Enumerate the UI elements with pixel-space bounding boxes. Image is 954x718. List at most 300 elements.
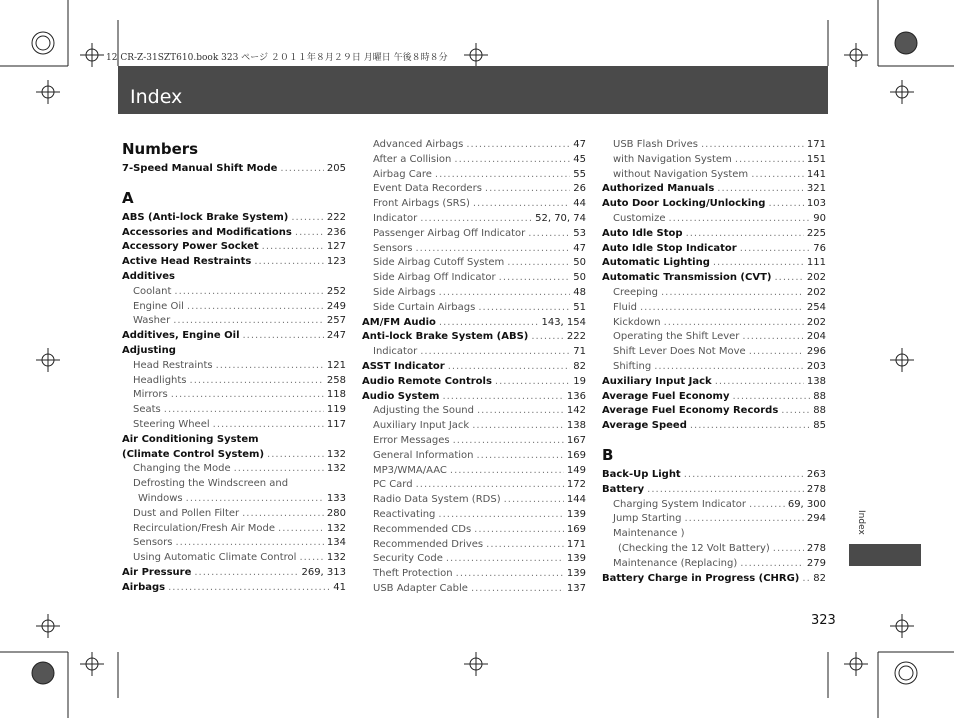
dot-leader (454, 153, 570, 168)
dot-leader (476, 449, 563, 464)
entry-page-ref[interactable]: 82 (573, 360, 586, 372)
index-entry[interactable] (362, 582, 586, 597)
entry-label: General Information (373, 449, 474, 461)
entry-label: After a Collision (373, 153, 452, 165)
entry-page-ref[interactable]: 167 (566, 434, 586, 446)
entry-page-ref[interactable]: 139 (566, 508, 586, 520)
entry-label: Side Curtain Airbags (373, 301, 476, 313)
entry-label: Seats (133, 404, 161, 416)
index-entry[interactable] (602, 390, 826, 405)
index-entry[interactable] (122, 285, 346, 300)
index-entry[interactable] (122, 477, 346, 492)
entry-page-ref[interactable]: 202 (806, 272, 826, 284)
entry-label: USB Adapter Cable (373, 582, 468, 594)
entry-label: Steering Wheel (133, 418, 210, 430)
index-entry[interactable] (362, 345, 586, 360)
index-entry[interactable] (362, 478, 586, 493)
entry-page-ref[interactable]: 47 (573, 139, 586, 150)
entry-page-ref[interactable]: 247 (326, 330, 346, 342)
entry-page-ref[interactable]: 269, 313 (301, 566, 346, 578)
entry-page-ref[interactable]: 278 (806, 542, 826, 554)
entry-label: Front Airbags (SRS) (373, 198, 470, 210)
entry-page-ref[interactable]: 149 (566, 464, 586, 476)
entry-label: Indicator (373, 346, 418, 358)
index-entry[interactable] (602, 419, 826, 434)
dot-leader (507, 256, 570, 271)
dot-leader (733, 390, 811, 405)
entry-page-ref[interactable]: 137 (566, 582, 586, 594)
index-entry[interactable] (122, 314, 346, 329)
dot-leader (173, 314, 324, 329)
page-title: Index (130, 86, 183, 108)
entry-page-ref[interactable]: 50 (573, 272, 586, 284)
entry-label: without Navigation System (613, 168, 749, 180)
entry-page-ref[interactable]: 139 (566, 568, 586, 580)
entry-page-ref[interactable]: 202 (806, 286, 826, 298)
entry-label: Maintenance (Replacing) (613, 557, 738, 569)
entry-page-ref[interactable]: 205 (326, 163, 346, 174)
index-entry[interactable] (122, 566, 346, 581)
dot-leader (684, 468, 804, 483)
entry-page-ref[interactable]: 118 (326, 389, 346, 401)
entry-label: Recommended CDs (373, 523, 472, 535)
entry-label: Passenger Airbag Off Indicator (373, 227, 526, 239)
index-entry[interactable] (362, 375, 586, 390)
dot-leader (474, 523, 564, 538)
entry-page-ref[interactable]: 132 (326, 552, 346, 564)
dot-leader (168, 581, 330, 596)
dot-leader (453, 434, 564, 449)
dot-leader (774, 271, 803, 286)
entry-page-ref[interactable]: 127 (326, 241, 346, 253)
entry-page-ref[interactable]: 117 (326, 418, 346, 430)
entry-label: Auxiliary Input Jack (373, 420, 470, 432)
index-entry[interactable] (362, 567, 586, 582)
index-entry[interactable] (122, 522, 346, 537)
entry-page-ref[interactable]: 88 (813, 390, 826, 402)
dot-leader (439, 316, 539, 331)
entry-page-ref[interactable]: 53 (573, 227, 586, 239)
entry-page-ref[interactable]: 121 (326, 359, 346, 371)
index-entry[interactable] (602, 212, 826, 227)
entry-page-ref[interactable]: 85 (813, 420, 826, 432)
entry-page-ref[interactable]: 90 (813, 212, 826, 224)
dot-leader (194, 566, 298, 581)
entry-page-ref[interactable]: 55 (573, 168, 586, 180)
entry-page-ref[interactable]: 278 (806, 483, 826, 495)
entry-label: Changing the Mode (133, 463, 231, 475)
index-entry[interactable] (362, 168, 586, 183)
index-entry[interactable] (602, 271, 826, 286)
dot-leader (299, 551, 323, 566)
entry-page-ref[interactable]: 136 (566, 390, 586, 402)
index-entry[interactable] (602, 242, 826, 257)
entry-label: Recirculation/Fresh Air Mode (133, 522, 276, 534)
entry-page-ref[interactable]: 279 (806, 557, 826, 569)
entry-page-ref[interactable]: 254 (806, 301, 826, 313)
index-entry[interactable] (362, 552, 586, 567)
dot-leader (749, 345, 804, 360)
dot-leader (280, 162, 324, 177)
entry-page-ref[interactable]: 296 (806, 346, 826, 358)
dot-leader (471, 582, 564, 597)
entry-page-ref[interactable]: 132 (326, 448, 346, 460)
dot-leader (456, 567, 564, 582)
dot-leader (291, 211, 324, 226)
entry-page-ref[interactable]: 171 (566, 538, 586, 550)
section-heading: Numbers (122, 140, 199, 158)
entry-label: Headlights (133, 374, 187, 386)
entry-page-ref[interactable]: 52, 70, 74 (535, 212, 586, 224)
index-entry[interactable] (362, 390, 586, 405)
index-entry[interactable] (362, 153, 586, 168)
dot-leader (216, 359, 324, 374)
entry-label: Shift Lever Does Not Move (613, 346, 746, 358)
index-entry[interactable] (602, 404, 826, 419)
dot-leader (174, 285, 324, 300)
index-entry[interactable] (122, 536, 346, 551)
entry-page-ref[interactable]: 252 (326, 285, 346, 297)
entry-page-ref[interactable]: 47 (573, 242, 586, 254)
entry-page-ref[interactable]: 169 (566, 523, 586, 535)
index-entry[interactable] (362, 419, 586, 434)
index-entry[interactable] (602, 345, 826, 360)
entry-label: Event Data Recorders (373, 183, 482, 195)
dot-leader (267, 448, 324, 463)
entry-label: Error Messages (373, 434, 450, 446)
dot-leader (684, 512, 803, 527)
index-entry[interactable] (362, 138, 586, 153)
entry-label: Air Conditioning System (122, 433, 259, 445)
index-entry[interactable] (362, 316, 586, 331)
section-heading: A (122, 188, 134, 207)
dot-leader (740, 557, 804, 572)
entry-page-ref[interactable]: 133 (326, 492, 346, 504)
index-entry[interactable] (602, 153, 826, 168)
dot-leader (701, 138, 804, 153)
index-entry[interactable] (362, 301, 586, 316)
index-entry[interactable] (602, 138, 826, 153)
index-entry[interactable] (602, 197, 826, 212)
index-entry[interactable] (122, 551, 346, 566)
entry-label: Air Pressure (122, 566, 192, 578)
index-entry[interactable] (602, 227, 826, 242)
entry-label: Automatic Lighting (602, 257, 710, 269)
dot-leader (416, 242, 571, 257)
dot-leader (485, 182, 570, 197)
index-entry[interactable] (362, 493, 586, 508)
entry-label: Defrosting the Windscreen and (133, 478, 289, 490)
entry-page-ref[interactable]: 236 (326, 226, 346, 238)
entry-page-ref[interactable]: 139 (566, 553, 586, 565)
dot-leader (499, 271, 571, 286)
index-entry[interactable] (122, 344, 346, 359)
dot-leader (442, 390, 563, 405)
index-entry[interactable] (122, 433, 346, 448)
entry-label: (Climate Control System) (122, 448, 265, 460)
entry-page-ref[interactable]: 321 (806, 183, 826, 195)
dot-leader (213, 418, 324, 433)
index-entry[interactable] (122, 374, 346, 389)
entry-page-ref[interactable]: 263 (806, 468, 826, 480)
index-entry[interactable] (122, 359, 346, 374)
index-entry[interactable] (362, 404, 586, 419)
index-entry[interactable] (122, 581, 346, 596)
entry-label: Customize (613, 212, 666, 224)
index-entry[interactable] (122, 403, 346, 418)
entry-label: Radio Data System (RDS) (373, 494, 501, 506)
entry-label: Authorized Manuals (602, 183, 715, 195)
index-entry[interactable] (122, 240, 346, 255)
entry-label: Active Head Restraints (122, 256, 252, 268)
entry-label: Side Airbag Off Indicator (373, 272, 496, 284)
index-column-2 (362, 138, 586, 597)
dot-leader (740, 242, 811, 257)
index-entry[interactable] (602, 360, 826, 375)
dot-leader (640, 301, 804, 316)
dot-leader (243, 329, 324, 344)
entry-label: Mirrors (133, 389, 168, 401)
entry-page-ref[interactable]: 44 (573, 198, 586, 210)
entry-label: Side Airbags (373, 286, 436, 298)
index-entry[interactable] (362, 508, 586, 523)
index-entry[interactable] (362, 330, 586, 345)
entry-label: Additives (122, 270, 175, 282)
dot-leader (749, 498, 785, 513)
index-entry[interactable] (362, 256, 586, 271)
entry-label: Accessories and Modifications (122, 226, 292, 238)
dot-leader (664, 316, 804, 331)
entry-page-ref[interactable]: 203 (806, 360, 826, 372)
entry-page-ref[interactable]: 151 (806, 153, 826, 165)
entry-page-ref[interactable]: 41 (333, 581, 346, 593)
entry-label: Automatic Transmission (CVT) (602, 272, 772, 284)
entry-page-ref[interactable]: 222 (566, 331, 586, 343)
entry-label: Audio System (362, 390, 440, 402)
entry-page-ref[interactable]: 204 (806, 331, 826, 343)
entry-page-ref[interactable]: 82 (813, 572, 826, 584)
index-entry[interactable] (122, 418, 346, 433)
entry-page-ref[interactable]: 142 (566, 405, 586, 417)
entry-page-ref[interactable]: 123 (326, 256, 346, 268)
entry-page-ref[interactable]: 257 (326, 315, 346, 327)
index-entry[interactable] (602, 168, 826, 183)
index-entry[interactable] (362, 227, 586, 242)
side-tab-label: Index (856, 510, 866, 535)
entry-label: Operating the Shift Lever (613, 331, 740, 343)
index-entry[interactable] (122, 162, 346, 177)
entry-page-ref[interactable]: 169 (566, 449, 586, 461)
index-entry[interactable] (362, 212, 586, 227)
dot-leader (435, 168, 570, 183)
index-entry[interactable] (362, 182, 586, 197)
entry-label: Advanced Airbags (373, 139, 464, 150)
dot-leader (254, 255, 324, 270)
entry-label: Anti-lock Brake System (ABS) (362, 331, 529, 343)
entry-label: Airbags (122, 581, 166, 593)
entry-page-ref[interactable]: 172 (566, 479, 586, 491)
entry-page-ref[interactable]: 222 (326, 211, 346, 223)
entry-page-ref[interactable]: 143, 154 (541, 316, 586, 328)
entry-label: USB Flash Drives (613, 139, 698, 150)
index-entry[interactable] (602, 483, 826, 498)
dot-leader (713, 256, 804, 271)
dot-leader (278, 522, 324, 537)
page-number: 323 (811, 613, 836, 628)
index-entry[interactable] (122, 388, 346, 403)
entry-page-ref[interactable]: 132 (326, 463, 346, 475)
dot-leader (446, 552, 564, 567)
dot-leader (190, 374, 324, 389)
entry-page-ref[interactable]: 48 (573, 286, 586, 298)
entry-page-ref[interactable]: 51 (573, 301, 586, 313)
entry-label: Average Speed (602, 420, 687, 432)
index-entry[interactable] (122, 329, 346, 344)
dot-leader (234, 462, 324, 477)
dot-leader (495, 375, 570, 390)
dot-leader (477, 404, 564, 419)
index-entry[interactable] (362, 464, 586, 479)
entry-page-ref[interactable]: 50 (573, 257, 586, 269)
entry-page-ref[interactable]: 76 (813, 242, 826, 254)
index-entry[interactable] (122, 462, 346, 477)
dot-leader (187, 300, 324, 315)
entry-page-ref[interactable]: 171 (806, 139, 826, 150)
index-entry[interactable] (122, 270, 346, 285)
index-entry[interactable] (122, 211, 346, 226)
index-entry[interactable] (362, 538, 586, 553)
index-entry[interactable] (362, 242, 586, 257)
entry-label: with Navigation System (613, 153, 732, 165)
index-entry[interactable] (362, 434, 586, 449)
index-entry[interactable] (602, 512, 826, 527)
entry-page-ref[interactable]: 19 (573, 375, 586, 387)
index-entry[interactable] (602, 301, 826, 316)
entry-page-ref[interactable]: 225 (806, 227, 826, 239)
side-tab (849, 544, 921, 566)
entry-label: Reactivating (373, 508, 436, 520)
index-entry[interactable] (602, 468, 826, 483)
entry-page-ref[interactable]: 280 (326, 507, 346, 519)
index-entry[interactable] (122, 507, 346, 522)
dot-leader (420, 345, 570, 360)
index-entry[interactable] (602, 527, 826, 542)
dot-leader (472, 419, 564, 434)
entry-label: Average Fuel Economy Records (602, 405, 779, 417)
entry-label: 7-Speed Manual Shift Mode (122, 163, 278, 174)
entry-page-ref[interactable]: 249 (326, 300, 346, 312)
entry-page-ref[interactable]: 132 (326, 522, 346, 534)
index-entry[interactable] (602, 256, 826, 271)
entry-page-ref[interactable]: 119 (326, 404, 346, 416)
entry-label: PC Card (373, 479, 413, 491)
entry-label: Windows (138, 492, 183, 504)
index-entry[interactable] (122, 300, 346, 315)
entry-label: ABS (Anti-lock Brake System) (122, 211, 289, 223)
entry-label: Indicator (373, 212, 418, 224)
entry-label: Battery Charge in Progress (CHRG) (602, 572, 800, 584)
entry-page-ref[interactable]: 141 (806, 168, 826, 180)
entry-label: Audio Remote Controls (362, 375, 492, 387)
entry-label: Auto Idle Stop (602, 227, 683, 239)
index-entry[interactable] (122, 448, 346, 463)
entry-label: Accessory Power Socket (122, 241, 259, 253)
index-entry[interactable] (602, 542, 826, 557)
index-entry[interactable] (602, 286, 826, 301)
dot-leader (186, 492, 324, 507)
entry-page-ref[interactable]: 134 (326, 537, 346, 549)
dot-leader (473, 197, 570, 212)
index-entry[interactable] (122, 226, 346, 241)
entry-page-ref[interactable]: 138 (806, 375, 826, 387)
dot-leader (717, 182, 804, 197)
entry-page-ref[interactable]: 202 (806, 316, 826, 328)
entry-label: Side Airbag Cutoff System (373, 257, 505, 269)
entry-page-ref[interactable]: 258 (326, 374, 346, 386)
dot-leader (647, 483, 804, 498)
dot-leader (448, 360, 571, 375)
entry-page-ref[interactable]: 103 (806, 198, 826, 210)
index-entry[interactable] (362, 523, 586, 538)
dot-leader (242, 507, 324, 522)
index-entry[interactable] (602, 182, 826, 197)
entry-page-ref[interactable]: 26 (573, 183, 586, 195)
index-entry[interactable] (602, 375, 826, 390)
entry-page-ref[interactable]: 69, 300 (787, 498, 826, 510)
entry-label: MP3/WMA/AAC (373, 464, 447, 476)
index-entry[interactable] (602, 498, 826, 513)
dot-leader (164, 403, 324, 418)
index-entry[interactable] (362, 197, 586, 212)
index-entry[interactable] (602, 316, 826, 331)
entry-label: Adjusting (122, 344, 176, 356)
entry-page-ref[interactable]: 88 (813, 405, 826, 417)
index-column-1 (122, 138, 346, 596)
dot-leader (466, 138, 570, 153)
entry-label: Sensors (133, 537, 173, 549)
index-entry[interactable] (602, 557, 826, 572)
entry-label: Coolant (133, 285, 172, 297)
entry-label: Airbag Care (373, 168, 432, 180)
entry-page-ref[interactable]: 71 (573, 346, 586, 358)
index-entry[interactable] (122, 255, 346, 270)
dot-leader (715, 375, 804, 390)
entry-page-ref[interactable]: 138 (566, 420, 586, 432)
entry-label: Back-Up Light (602, 468, 681, 480)
print-info-line: 12 CR-Z-31SZT610.book 323 ページ ２０１１年８月２９日 月曜日 午後８時８分 (106, 53, 448, 63)
index-entry[interactable] (362, 286, 586, 301)
index-entry[interactable] (602, 572, 826, 587)
entry-page-ref[interactable]: 111 (806, 257, 826, 269)
dot-leader (420, 212, 532, 227)
dot-leader (439, 286, 571, 301)
entry-label: Additives, Engine Oil (122, 330, 240, 342)
entry-label: Sensors (373, 242, 413, 254)
dot-leader (654, 360, 804, 375)
entry-page-ref[interactable]: 144 (566, 494, 586, 506)
entry-label: Using Automatic Climate Control (133, 552, 297, 564)
entry-page-ref[interactable]: 294 (806, 513, 826, 525)
entry-label: Adjusting the Sound (373, 405, 474, 417)
index-entry[interactable] (362, 271, 586, 286)
index-entry[interactable] (122, 492, 346, 507)
entry-label: Recommended Drives (373, 538, 484, 550)
index-entry[interactable] (602, 330, 826, 345)
index-entry[interactable] (362, 360, 586, 375)
dot-leader (686, 227, 804, 242)
entry-page-ref[interactable]: 45 (573, 153, 586, 165)
index-entry[interactable] (362, 449, 586, 464)
